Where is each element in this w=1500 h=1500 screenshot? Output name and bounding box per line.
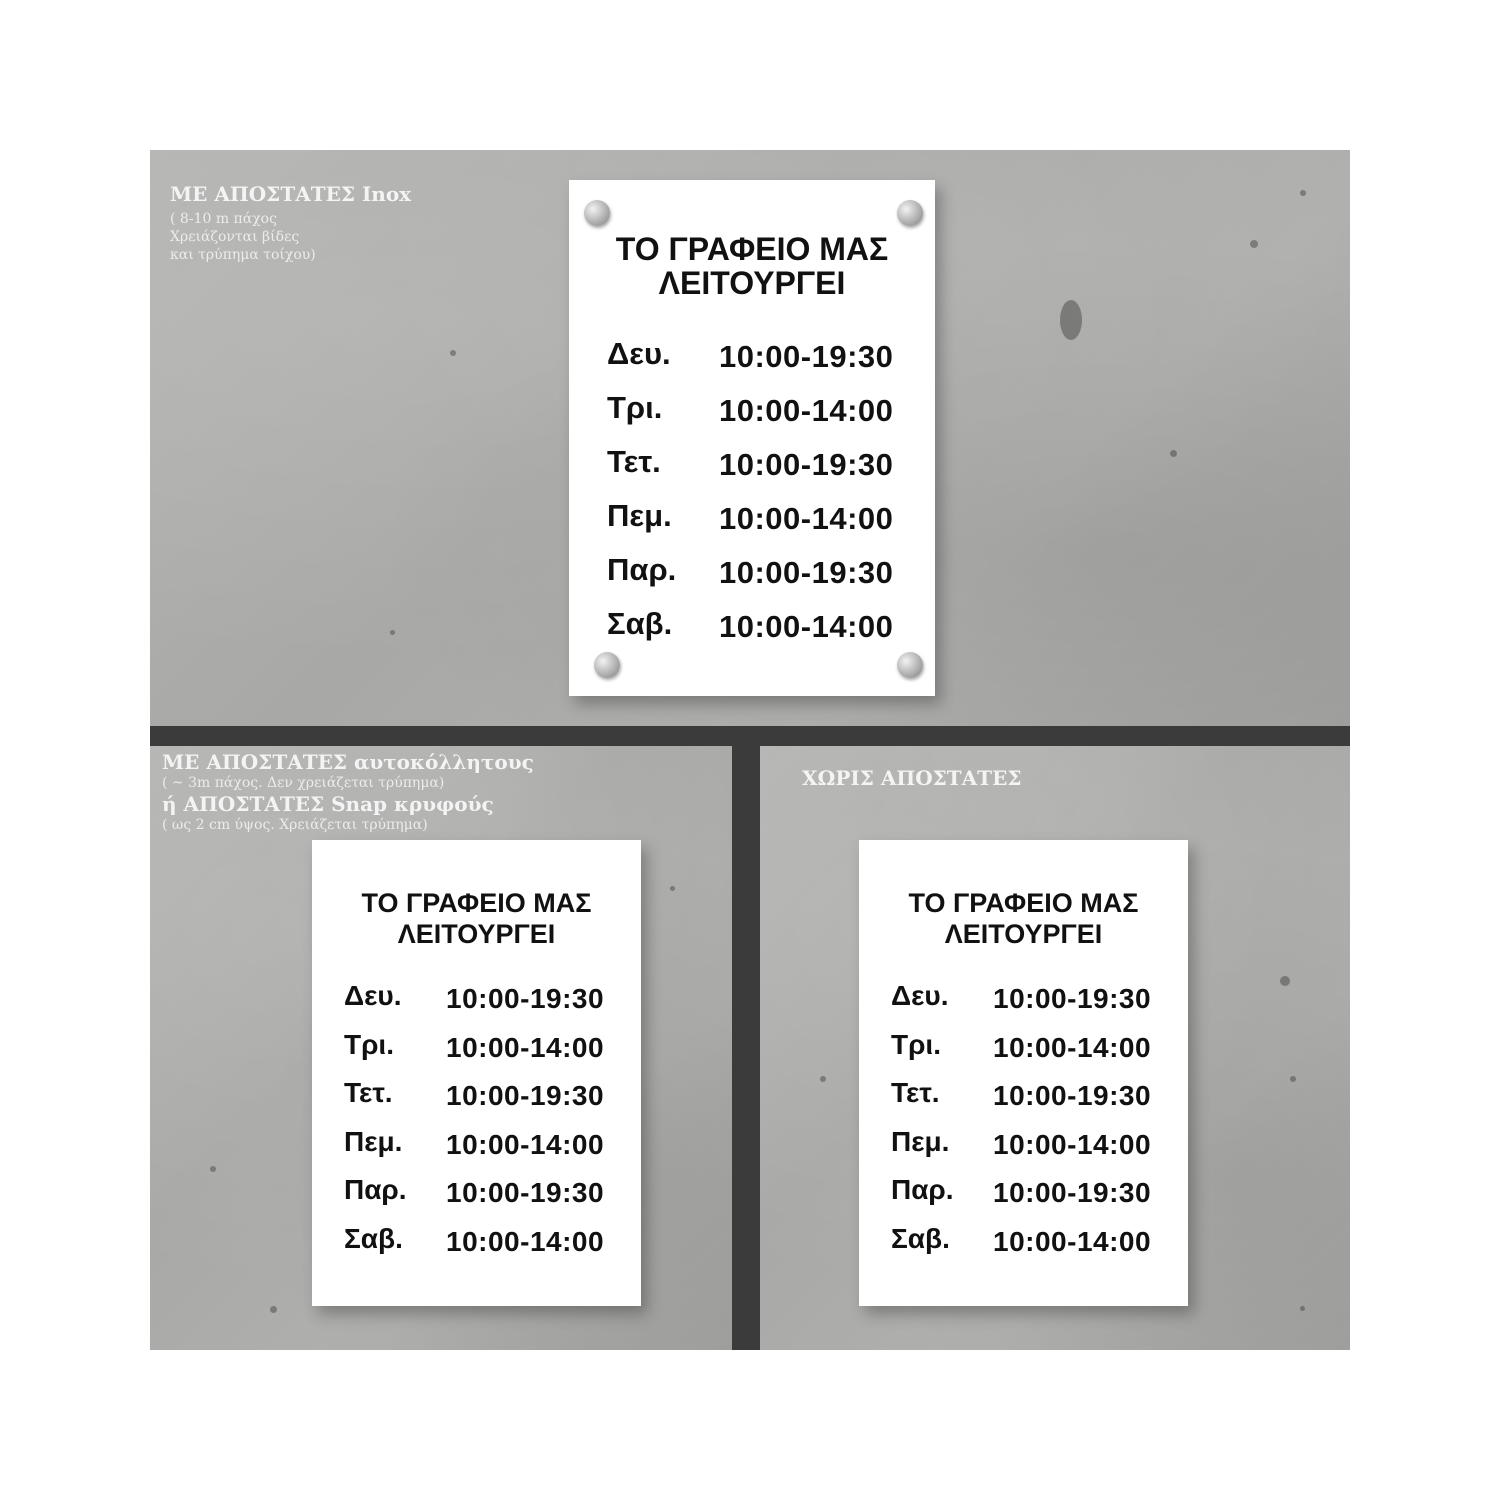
schedule-day: Σαβ.	[891, 1223, 950, 1254]
standoff-bolt-icon	[897, 652, 923, 678]
schedule-row	[312, 980, 641, 1014]
standoff-bolt-icon	[897, 200, 923, 226]
schedule-hours: 10:00-19:30	[446, 1177, 605, 1208]
schedule-hours: 10:00-14:00	[993, 1032, 1152, 1063]
caption-inox-title: ΜΕ ΑΠΟΣΤΑΤΕΣ Inox	[170, 182, 412, 206]
sign-title-line-2: ΛΕΙΤΟΥΡΓΕΙ	[944, 919, 1103, 949]
schedule-day: Δευ.	[891, 980, 949, 1011]
schedule-day: Παρ.	[607, 552, 677, 587]
caption-inox-detail-3: και τρύπημα τοίχου)	[170, 247, 316, 263]
standoff-bolt-icon	[584, 200, 610, 226]
schedule-hours: 10:00-14:00	[446, 1226, 605, 1257]
sign-no-standoffs	[859, 840, 1188, 1306]
schedule-row	[859, 1223, 1188, 1257]
schedule-row	[569, 390, 935, 430]
schedule-day: Σαβ.	[344, 1223, 403, 1254]
sign-adhesive-standoffs	[312, 840, 641, 1306]
sign-title-line-2: ΛΕΙΤΟΥΡΓΕΙ	[658, 265, 846, 301]
schedule-hours: 10:00-19:30	[993, 1177, 1152, 1208]
schedule-day: Τετ.	[891, 1077, 940, 1108]
sign-title-line-1: ΤΟ ΓΡΑΦΕΙΟ ΜΑΣ	[615, 231, 889, 267]
schedule-row	[569, 336, 935, 376]
schedule-row	[312, 1223, 641, 1257]
schedule-hours: 10:00-14:00	[446, 1032, 605, 1063]
caption-adhesive-title: ΜΕ ΑΠΟΣΤΑΤΕΣ αυτοκόλλητους	[162, 750, 534, 774]
schedule-day: Τετ.	[344, 1077, 393, 1108]
schedule-hours: 10:00-19:30	[993, 1080, 1152, 1111]
schedule-row	[569, 498, 935, 538]
schedule-row	[312, 1077, 641, 1111]
schedule-row	[859, 1029, 1188, 1063]
caption-inox-detail-2: Χρειάζονται βίδες	[170, 229, 300, 245]
sign-title	[569, 232, 935, 300]
schedule-row	[312, 1029, 641, 1063]
schedule-row	[569, 444, 935, 484]
schedule-hours: 10:00-19:30	[719, 555, 894, 590]
caption-inox-detail-1: ( 8-10 m πάχος	[170, 211, 277, 227]
sign-title-line-1: ΤΟ ΓΡΑΦΕΙΟ ΜΑΣ	[908, 888, 1139, 918]
sign-title	[312, 888, 641, 950]
schedule-hours: 10:00-14:00	[446, 1129, 605, 1160]
schedule-day: Σαβ.	[607, 606, 673, 641]
schedule-hours: 10:00-14:00	[719, 393, 894, 428]
schedule-row	[312, 1126, 641, 1160]
schedule-hours: 10:00-19:30	[719, 447, 894, 482]
schedule-row	[312, 1174, 641, 1208]
caption-inox	[170, 182, 411, 264]
schedule-row	[569, 606, 935, 646]
schedule-row	[569, 552, 935, 592]
schedule-day: Τρι.	[607, 390, 663, 425]
standoff-bolt-icon	[594, 652, 620, 678]
concrete-wall-bottom-right	[760, 746, 1350, 1350]
schedule-hours: 10:00-14:00	[993, 1226, 1152, 1257]
schedule-day: Τετ.	[607, 444, 661, 479]
schedule-day: Τρι.	[344, 1029, 394, 1060]
schedule-row	[859, 980, 1188, 1014]
caption-adhesive	[162, 750, 534, 834]
concrete-wall-top	[150, 150, 1350, 726]
schedule-day: Παρ.	[344, 1174, 407, 1205]
schedule-row	[859, 1174, 1188, 1208]
schedule-hours: 10:00-19:30	[446, 983, 605, 1014]
schedule-row	[859, 1077, 1188, 1111]
schedule-hours: 10:00-14:00	[719, 609, 894, 644]
product-image-frame	[150, 150, 1350, 1350]
schedule-hours: 10:00-19:30	[446, 1080, 605, 1111]
schedule-day: Πεμ.	[891, 1126, 950, 1157]
caption-no-standoffs-title: ΧΩΡΙΣ ΑΠΟΣΤΑΤΕΣ	[802, 766, 1022, 790]
schedule-hours: 10:00-19:30	[993, 983, 1152, 1014]
caption-snap-title: ή ΑΠΟΣΤΑΤΕΣ Snap κρυφούς	[162, 792, 494, 816]
schedule-day: Δευ.	[607, 336, 671, 371]
sign-title-line-1: ΤΟ ΓΡΑΦΕΙΟ ΜΑΣ	[361, 888, 592, 918]
schedule-row	[859, 1126, 1188, 1160]
schedule-day: Πεμ.	[344, 1126, 403, 1157]
caption-snap-detail: ( ως 2 cm ύψος. Χρειάζεται τρύπημα)	[162, 817, 428, 833]
schedule-day: Παρ.	[891, 1174, 954, 1205]
schedule-day: Πεμ.	[607, 498, 672, 533]
schedule-hours: 10:00-14:00	[719, 501, 894, 536]
concrete-wall-bottom-left	[150, 746, 732, 1350]
schedule-day: Τρι.	[891, 1029, 941, 1060]
schedule-day: Δευ.	[344, 980, 402, 1011]
sign-inox-standoffs	[569, 180, 935, 696]
schedule-hours: 10:00-14:00	[993, 1129, 1152, 1160]
sign-title	[859, 888, 1188, 950]
sign-title-line-2: ΛΕΙΤΟΥΡΓΕΙ	[397, 919, 556, 949]
caption-adhesive-detail: ( ~ 3m πάχος. Δεν χρειάζεται τρύπημα)	[162, 775, 445, 791]
caption-no-standoffs	[802, 766, 1021, 790]
schedule-hours: 10:00-19:30	[719, 339, 894, 374]
